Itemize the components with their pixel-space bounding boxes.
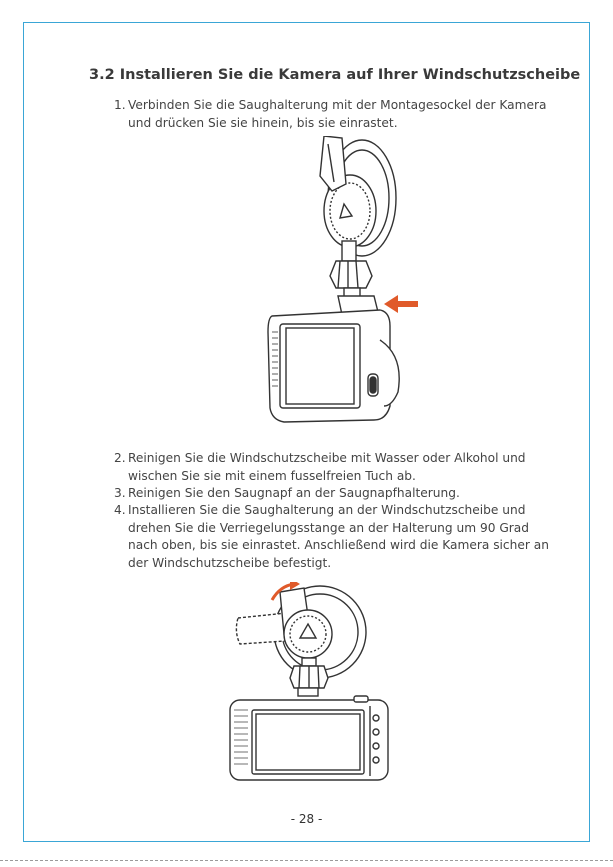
step-number: 2. <box>114 451 126 465</box>
step-1 <box>114 97 554 132</box>
step-text: Verbinden Sie die Saughalterung mit der Montagesockel der Kamera und drücken Sie sie hinein, bis sie einrastet. <box>128 98 547 130</box>
step-2 <box>114 450 554 485</box>
dashcam-mount-side-illustration <box>262 136 422 436</box>
insert-arrow-icon <box>384 295 418 313</box>
step-3 <box>114 485 554 503</box>
step-text: Reinigen Sie die Windschutzscheibe mit Wasser oder Alkohol und wischen Sie sie mit einem fusselfreien Tuch ab. <box>128 451 526 483</box>
cut-line <box>0 860 613 861</box>
step-text: Reinigen Sie den Saugnapf an der Saugnapfhalterung. <box>128 486 460 500</box>
step-number: 1. <box>114 98 126 112</box>
step-number: 3. <box>114 486 126 500</box>
step-number: 4. <box>114 503 126 517</box>
step-4 <box>114 502 554 572</box>
step-text: Installieren Sie die Saughalterung an der Windschutzscheibe und drehen Sie die Verriegelungsstange an der Halterung um 90 Grad nach oben, bis sie einrastet. Anschließend wird die Kamera sicher an der Windschutzscheibe befestigt. <box>128 503 549 570</box>
page-number: - 28 - <box>290 812 323 826</box>
section-title: 3.2 Installieren Sie die Kamera auf Ihrer Windschutzscheibe <box>89 67 581 83</box>
dashcam-mount-front-illustration <box>224 582 396 784</box>
